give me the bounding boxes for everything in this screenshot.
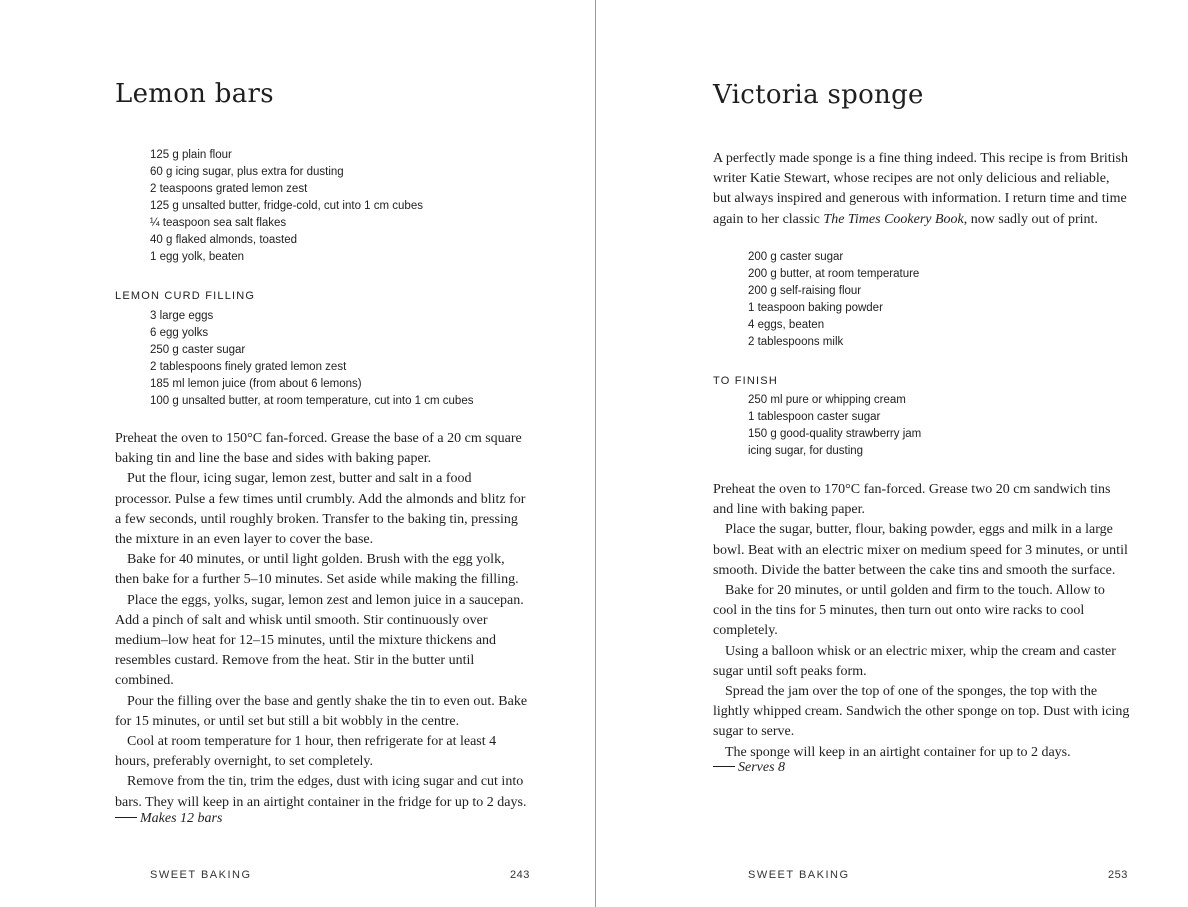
method-text: [115, 429, 530, 813]
ingredient-list: [150, 147, 423, 266]
method-paragraph: Pour the filling over the base and gently shake the tin to even out. Bake for 15 minutes, or until set but still a bit wobbly in the centre.: [115, 693, 528, 729]
ingredient-item: 1 egg yolk, beaten: [150, 251, 244, 263]
em-dash-rule: [713, 766, 735, 767]
method-paragraph: Bake for 20 minutes, or until golden and firm to the touch. Allow to cool in the tins for 5 minutes, then turn out onto wire racks to cool completely.: [713, 583, 1105, 639]
page-number: 253: [1108, 869, 1128, 881]
ingredient-item: 2 tablespoons milk: [748, 336, 844, 348]
recipe-yield: [713, 759, 785, 777]
ingredient-item: 250 ml pure or whipping cream: [748, 394, 906, 406]
right-page: [597, 0, 1188, 907]
method-paragraph: Preheat the oven to 150°C fan-forced. Grease the base of a 20 cm square baking tin and line the base and sides with baking paper.: [115, 431, 522, 467]
running-footer: SWEET BAKING: [748, 869, 850, 881]
method-paragraph: Bake for 40 minutes, or until light golden. Brush with the egg yolk, then bake for a further 5–10 minutes. Set aside while making the filling.: [115, 552, 519, 588]
intro-paragraph: [713, 149, 1128, 230]
ingredient-item: 200 g self-raising flour: [748, 285, 862, 297]
method-paragraph: Remove from the tin, trim the edges, dust with icing sugar and cut into bars. They will keep in an airtight container in the fridge for up to 2 days.: [115, 774, 527, 810]
ingredient-item: 125 g plain flour: [150, 149, 232, 161]
em-dash-rule: [115, 817, 137, 818]
ingredient-item: 60 g icing sugar, plus extra for dusting: [150, 166, 344, 178]
ingredient-item: 3 large eggs: [150, 310, 214, 322]
ingredient-item: 185 ml lemon juice (from about 6 lemons): [150, 378, 362, 390]
section-subheading: TO FINISH: [713, 375, 778, 387]
ingredient-item: 125 g unsalted butter, fridge-cold, cut into 1 cm cubes: [150, 200, 423, 212]
ingredient-item: 200 g caster sugar: [748, 251, 844, 263]
yield-text: Serves 8: [738, 760, 786, 775]
running-footer: SWEET BAKING: [150, 869, 252, 881]
ingredient-item: ¼ teaspoon sea salt flakes: [150, 217, 287, 229]
finish-ingredient-list: [748, 392, 921, 460]
ingredient-list: [748, 249, 919, 351]
page-number: 243: [510, 869, 530, 881]
recipe-yield: [115, 810, 222, 828]
ingredient-item: 2 tablespoons finely grated lemon zest: [150, 361, 347, 373]
ingredient-item: 1 tablespoon caster sugar: [748, 411, 881, 423]
recipe-title: Victoria sponge: [713, 80, 924, 110]
ingredient-item: 2 teaspoons grated lemon zest: [150, 183, 308, 195]
method-text: [713, 480, 1131, 763]
method-paragraph: Place the sugar, butter, flour, baking powder, eggs and milk in a large bowl. Beat with an electric mixer on medium speed for 3 minutes, or until smooth. Divide the batter between the cake tins and smooth the surface.: [713, 522, 1128, 578]
method-paragraph: Put the flour, icing sugar, lemon zest, butter and salt in a food processor. Pulse a few times until crumbly. Add the almonds and blitz for a few seconds, until roughly broken. Transfer to the baking tin, pressing the mixture in an even layer to cover the base.: [115, 471, 526, 548]
ingredient-item: 200 g butter, at room temperature: [748, 268, 920, 280]
ingredient-item: 1 teaspoon baking powder: [748, 302, 883, 314]
ingredient-item: 250 g caster sugar: [150, 344, 246, 356]
ingredient-item: 100 g unsalted butter, at room temperature, cut into 1 cm cubes: [150, 395, 474, 407]
section-subheading: LEMON CURD FILLING: [115, 290, 256, 302]
method-paragraph: Preheat the oven to 170°C fan-forced. Grease two 20 cm sandwich tins and line with baking paper.: [713, 482, 1111, 518]
method-paragraph: Using a balloon whisk or an electric mixer, whip the cream and caster sugar until soft peaks form.: [713, 643, 1116, 679]
book-title: The Times Cookery Book: [823, 211, 964, 227]
page-gutter-divider: [595, 0, 596, 907]
method-paragraph: Cool at room temperature for 1 hour, then refrigerate for at least 4 hours, preferably overnight, to set completely.: [115, 734, 497, 770]
method-paragraph: Spread the jam over the top of one of the sponges, the top with the lightly whipped cream. Sandwich the other sponge on top. Dust with icing sugar to serve.: [713, 684, 1130, 740]
intro-text: A perfectly made sponge is a fine thing indeed. This recipe is from British writer Katie Stewart, whose recipes are not only delicious and reliable, but always inspired and generous with information. I return time and time again to her classic: [713, 151, 1128, 227]
intro-text-end: , now sadly out of print.: [963, 211, 1098, 227]
recipe-title: Lemon bars: [115, 79, 274, 109]
ingredient-item: icing sugar, for dusting: [748, 445, 864, 457]
ingredient-item: 150 g good-quality strawberry jam: [748, 428, 922, 440]
method-paragraph: Place the eggs, yolks, sugar, lemon zest and lemon juice in a saucepan. Add a pinch of salt and whisk until smooth. Stir continuously over medium–low heat for 12–15 minutes, until the mixture thickens and resembles custard. Remove from the heat. Stir in the butter until combined.: [115, 592, 524, 689]
filling-ingredient-list: [150, 308, 473, 410]
ingredient-item: 40 g flaked almonds, toasted: [150, 234, 298, 246]
ingredient-item: 4 eggs, beaten: [748, 319, 825, 331]
yield-text: Makes 12 bars: [140, 811, 223, 826]
ingredient-item: 6 egg yolks: [150, 327, 209, 339]
method-paragraph: The sponge will keep in an airtight container for up to 2 days.: [725, 744, 1071, 760]
